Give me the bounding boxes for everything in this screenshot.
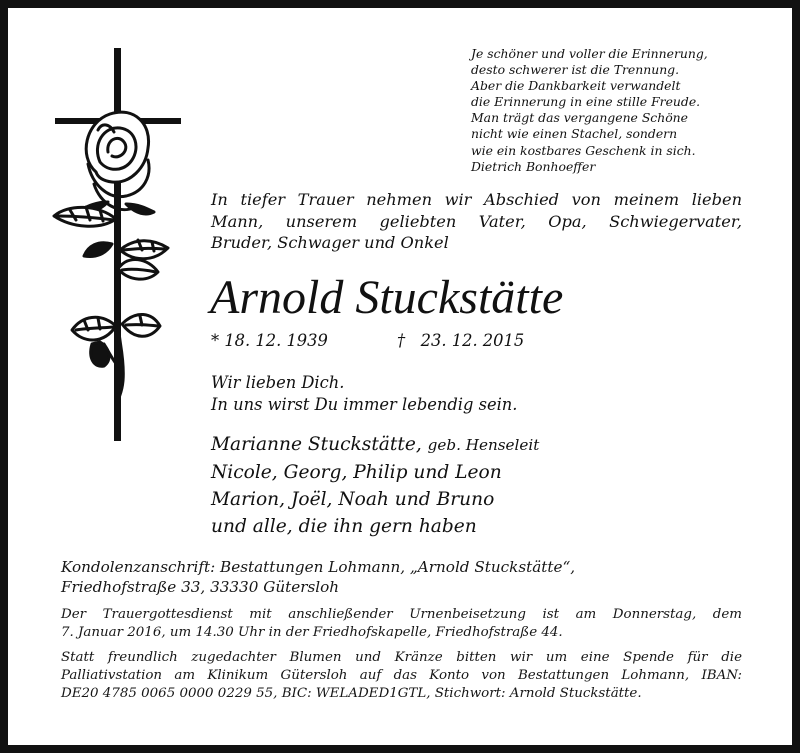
family-line: und alle, die ihn gern haben xyxy=(211,516,477,537)
quote-line: Man trägt das vergangene Schöne xyxy=(471,110,688,126)
donation-line: Statt freundlich zugedachter Blumen und Kränze bitten wir um eine Spende für die xyxy=(61,650,742,665)
birth-date: * 18. 12. 1939 xyxy=(211,331,328,350)
farewell-text xyxy=(211,372,611,416)
quote-line: wie ein kostbares Geschenk in sich. xyxy=(471,142,696,158)
family-line: Marion, Joël, Noah und Bruno xyxy=(211,489,495,510)
quote-author: Dietrich Bonhoeffer xyxy=(471,158,596,174)
quote-line: desto schwerer ist die Trennung. xyxy=(471,62,680,78)
quote-line: nicht wie einen Stachel, sondern xyxy=(471,126,678,142)
death-date-group xyxy=(397,330,524,352)
intro-line: Bruder, Schwager und Onkel xyxy=(211,233,449,252)
maiden-name: geb. Henseleit xyxy=(427,436,540,454)
family-signatures xyxy=(211,431,631,540)
farewell-line: In uns wirst Du immer lebendig sein. xyxy=(211,395,518,414)
cross-rose-artwork xyxy=(48,44,188,444)
mourning-intro xyxy=(211,189,742,254)
donation-info xyxy=(61,649,742,703)
service-line: Der Trauergottesdienst mit anschließender Urnenbeisetzung ist am Donnerstag, dem xyxy=(61,607,742,622)
condolence-line: Kondolenzanschrift: Bestattungen Lohmann, „Arnold Stuckstätte“, xyxy=(61,558,576,576)
family-line-first xyxy=(211,431,631,459)
service-line: 7. Januar 2016, um 14.30 Uhr in der Friedhofskapelle, Friedhofstraße 44. xyxy=(61,625,563,640)
dagger-icon: † xyxy=(397,331,406,350)
intro-line: In tiefer Trauer nehmen wir Abschied von meinem lieben xyxy=(211,190,742,209)
widow-name: Marianne Stuckstätte, xyxy=(211,434,422,455)
deceased-name: Arnold Stuckstätte xyxy=(210,271,564,324)
family-line: Nicole, Georg, Philip und Leon xyxy=(211,462,502,483)
funeral-service-info xyxy=(61,606,742,642)
condolence-address xyxy=(61,557,742,597)
life-dates xyxy=(211,330,611,352)
quote-line: die Erinnerung in eine stille Freude. xyxy=(471,94,701,110)
bonhoeffer-quote xyxy=(471,46,771,175)
donation-line: Palliativstation am Klinikum Gütersloh auf das Konto von Bestattungen Lohmann, IBAN: xyxy=(61,668,742,683)
death-date: 23. 12. 2015 xyxy=(420,331,525,350)
condolence-line: Friedhofstraße 33, 33330 Gütersloh xyxy=(61,578,340,596)
rose-icon xyxy=(54,112,168,404)
quote-line: Je schöner und voller die Erinnerung, xyxy=(471,46,708,61)
donation-line: DE20 4785 0065 0000 0229 55, BIC: WELADED1GTL, Stichwort: Arnold Stuckstätte. xyxy=(61,686,642,701)
quote-line: Aber die Dankbarkeit verwandelt xyxy=(471,78,681,94)
intro-line: Mann, unserem geliebten Vater, Opa, Schwiegervater, xyxy=(211,211,742,231)
farewell-line: Wir lieben Dich. xyxy=(211,373,345,392)
